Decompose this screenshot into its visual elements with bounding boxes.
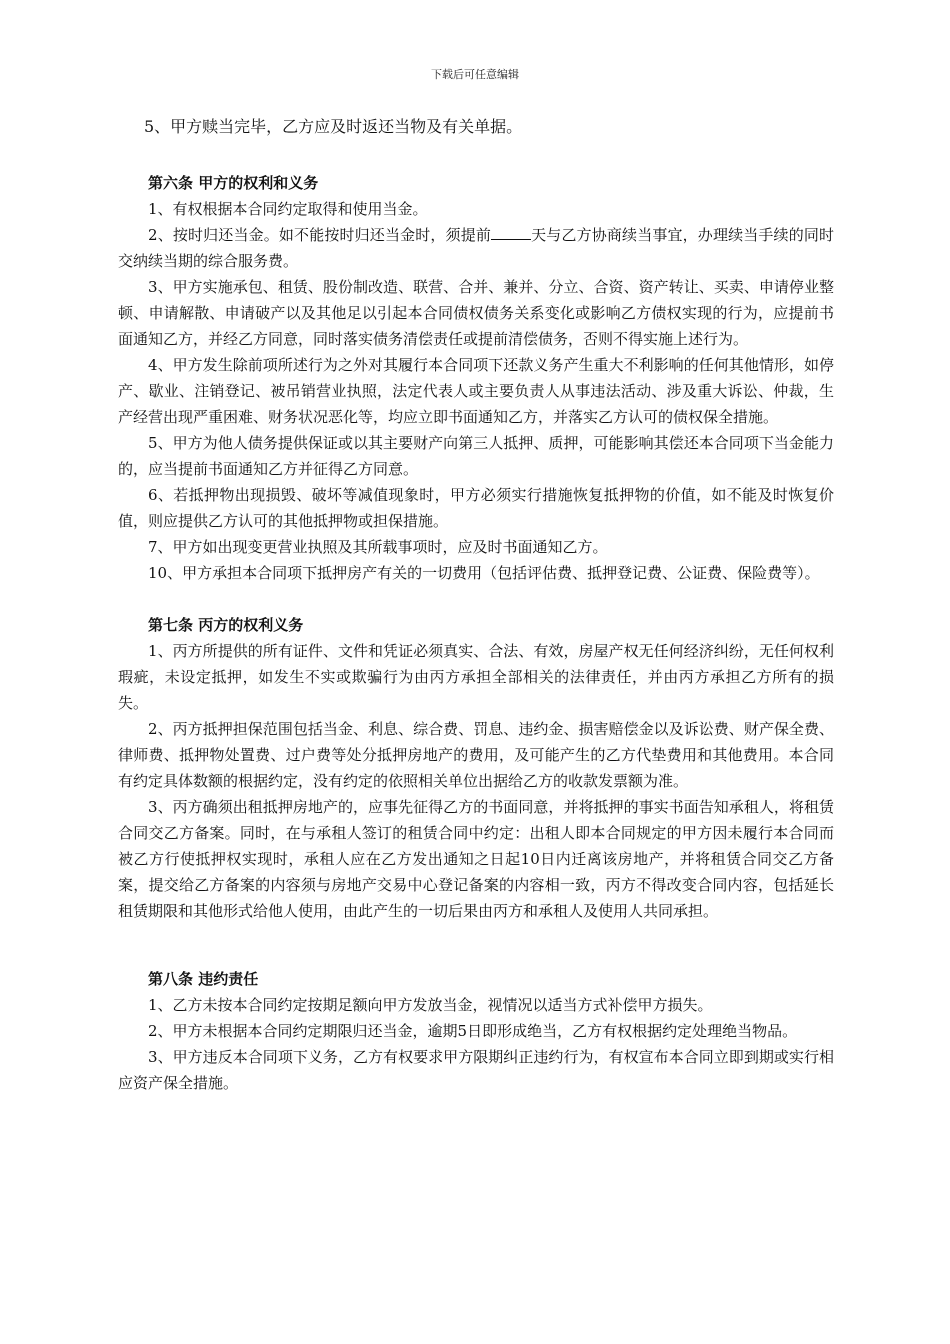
article-6-clause-1: 1、有权根据本合同约定取得和使用当金。 [148, 200, 428, 218]
article-7-clause-1: 1、丙方所提供的所有证件、文件和凭证必须真实、合法、有效，房屋产权无任何经济纠纷，无任何权利瑕疵，未设定抵押，如发生不实或欺骗行为由丙方承担全部相关的法律责任，并由丙方承担乙方所有的损失。 [118, 642, 834, 712]
clause-2-text-before: 2、按时归还当金。如不能按时归还当金时，须提前 [148, 226, 491, 244]
article-6-clause-2 [118, 222, 834, 274]
spacer [118, 586, 834, 612]
article-6 [118, 170, 834, 586]
article-6-clause-10: 10、甲方承担本合同项下抵押房产有关的一切费用（包括评估费、抵押登记费、公证费、保险费等）。 [148, 564, 820, 582]
article-6-clause-3: 3、甲方实施承包、租赁、股份制改造、联营、合并、兼并、分立、合资、资产转让、买卖、申请停业整顿、申请解散、申请破产以及其他足以引起本合同债权债务关系变化或影响乙方债权实现的行为，应提前书面通知乙方，并经乙方同意，同时落实债务清偿责任或提前清偿债务，否则不得实施上述行为。 [118, 278, 834, 348]
clause-5-redemption: 5、甲方赎当完毕，乙方应及时返还当物及有关单据。 [144, 117, 523, 136]
article-7-clause-3: 3、丙方确须出租抵押房地产的，应事先征得乙方的书面同意，并将抵押的事实书面告知承租人，将租赁合同交乙方备案。同时，在与承租人签订的租赁合同中约定：出租人即本合同规定的甲方因未履行本合同而被乙方行使抵押权实现时，承租人应在乙方发出通知之日起10日内迁离该房地产，并将租赁合同交乙方备案，提交给乙方备案的内容须与房地产交易中心登记备案的内容相一致，丙方不得改变合同内容，包括延长租赁期限和其他形式给他人使用，由此产生的一切后果由丙方和承租人及使用人共同承担。 [118, 798, 834, 920]
article-6-clause-7: 7、甲方如出现变更营业执照及其所载事项时，应及时书面通知乙方。 [148, 538, 608, 556]
article-6-clause-4: 4、甲方发生除前项所述行为之外对其履行本合同项下还款义务产生重大不利影响的任何其他情形，如停产、歇业、注销登记、被吊销营业执照，法定代表人或主要负责人从事违法活动、涉及重大诉讼、仲裁，生产经营出现严重困难、财务状况恶化等，均应立即书面通知乙方，并落实乙方认可的债权保全措施。 [118, 356, 834, 426]
clause-2-text-after: 天与乙方协商续当事宜，办理续当手续的同时交纳续当期的综合服务费。 [118, 226, 834, 270]
article-8-clause-3: 3、甲方违反本合同项下义务，乙方有权要求甲方限期纠正违约行为，有权宣布本合同立即到期或实行相应资产保全措施。 [118, 1048, 834, 1092]
article-7-clause-2: 2、丙方抵押担保范围包括当金、利息、综合费、罚息、违约金、损害赔偿金以及诉讼费、财产保全费、律师费、抵押物处置费、过户费等处分抵押房地产的费用，及可能产生的乙方代垫费用和其他费用。本合同有约定具体数额的根据约定，没有约定的依照相关单位出据给乙方的收款发票额为准。 [118, 720, 834, 790]
article-8 [118, 966, 834, 1096]
article-6-clause-5: 5、甲方为他人债务提供保证或以其主要财产向第三人抵押、质押，可能影响其偿还本合同项下当金能力的，应当提前书面通知乙方并征得乙方同意。 [118, 434, 834, 478]
article-7 [118, 612, 834, 924]
document-body [118, 114, 834, 1096]
article-7-title: 第七条 丙方的权利义务 [148, 616, 304, 634]
page-header: 下载后可任意编辑 [431, 68, 519, 81]
article-6-title: 第六条 甲方的权利和义务 [148, 174, 319, 192]
spacer [118, 924, 834, 966]
article-8-title: 第八条 违约责任 [148, 970, 259, 988]
article-6-clause-6: 6、若抵押物出现损毁、破坏等减值现象时，甲方必须实行措施恢复抵押物的价值，如不能及时恢复价值，则应提供乙方认可的其他抵押物或担保措施。 [118, 486, 834, 530]
fill-in-blank-days [491, 225, 531, 240]
article-8-clause-1: 1、乙方未按本合同约定按期足额向甲方发放当金，视情况以适当方式补偿甲方损失。 [148, 996, 713, 1014]
article-8-clause-2: 2、甲方未根据本合同约定期限归还当金，逾期5日即形成绝当，乙方有权根据约定处理绝当物品。 [148, 1022, 798, 1040]
